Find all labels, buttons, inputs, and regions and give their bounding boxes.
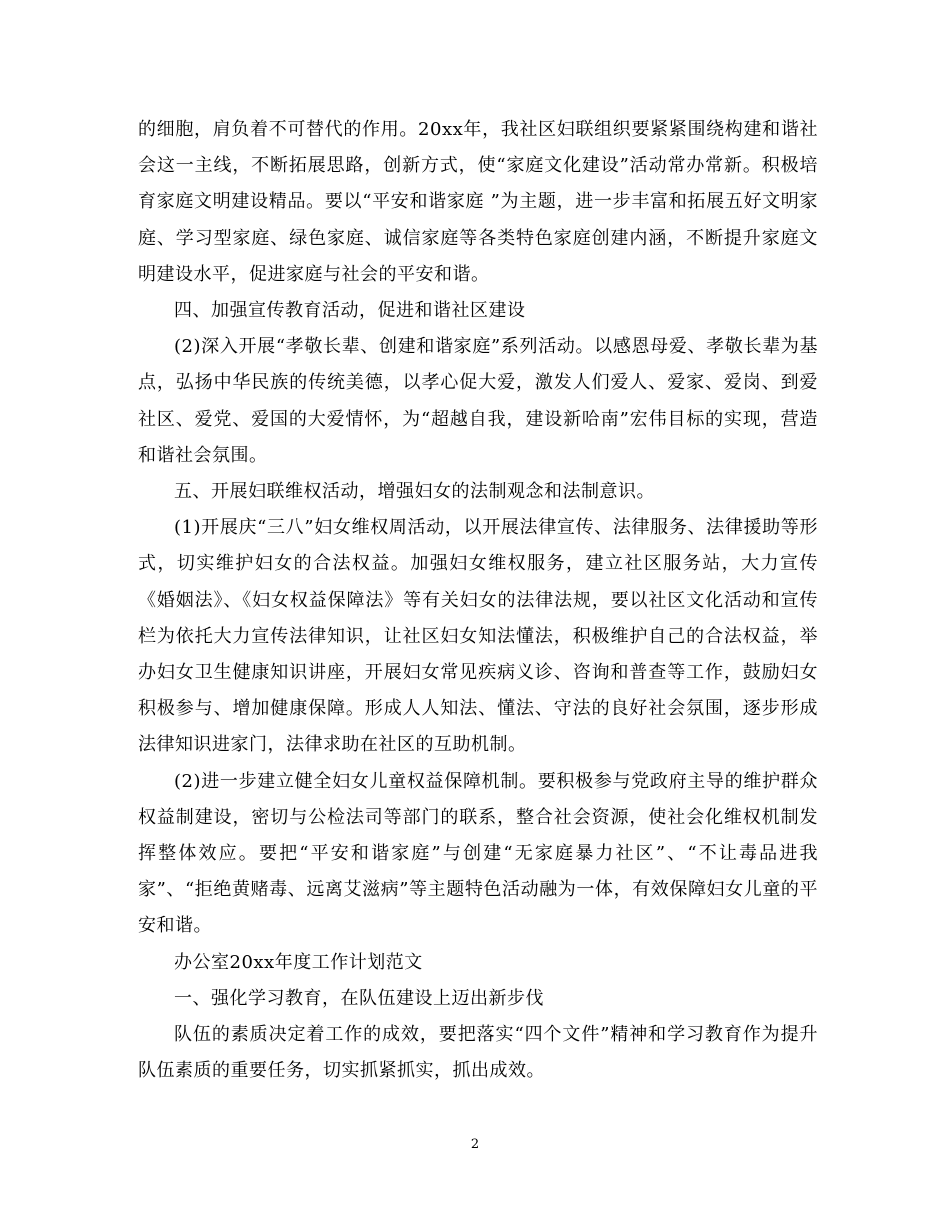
section-heading-one: 一、强化学习教育，在队伍建设上迈出新步伐 xyxy=(174,987,544,1009)
section-heading-four: 四、加强宣传教育活动，促进和谐社区建设 xyxy=(174,300,526,322)
paragraph-rights-week: (1)开展庆“三八”妇女维权周活动，以开展法律宣传、法律服务、法律援助等形式，切实维护妇女的合法权益。加强妇女维权服务，建立社区服务站，大力宣传《婚姻法》、《妇女权益保障法》等有关妇女的法律法规，要以社区文化活动和宣传栏为依托大力宣传法律知识，让社区妇女知法懂法，积极维护自己的合法权益，举办妇女卫生健康知识讲座，开展妇女常见疾病义诊、咨询和普查等工作，鼓励妇女积极参与、增加健康保障。形成人人知法、懂法、守法的良好社会氛围，逐步形成法律知识进家门，法律求助在社区的互助机制。 xyxy=(138,517,818,756)
paragraph-team-quality: 队伍的素质决定着工作的成效，要把落实“四个文件”精神和学习教育作为提升队伍素质的重要任务，切实抓紧抓实，抓出成效。 xyxy=(138,1024,818,1082)
document-subtitle: 办公室20xx年度工作计划范文 xyxy=(174,951,423,973)
page-number: 2 xyxy=(470,1137,480,1152)
paragraph-filial-activity: (2)深入开展“孝敬长辈、创建和谐家庭”系列活动。以感恩母爱、孝敬长辈为基点，弘扬中华民族的传统美德，以孝心促大爱，激发人们爱人、爱家、爱岗、到爱社区、爱党、爱国的大爱情怀，为“超越自我，建设新哈南”宏伟目标的实现，营造和谐社会氛围。 xyxy=(138,336,818,466)
document-body xyxy=(138,112,818,1089)
paragraph-continuation: 的细胞，肩负着不可替代的作用。20xx年，我社区妇联组织要紧紧围绕构建和谐社会这一主线，不断拓展思路，创新方式，使“家庭文化建设”活动常办常新。积极培育家庭文明建设精品。要以“平安和谐家庭 ”为主题，进一步丰富和拓展五好文明家庭、学习型家庭、绿色家庭、诚信家庭等各类特色家庭创建内涵，不断提升家庭文明建设水平，促进家庭与社会的平安和谐。 xyxy=(138,119,818,285)
paragraph-rights-mechanism: (2)进一步建立健全妇女儿童权益保障机制。要积极参与党政府主导的维护群众权益制建设，密切与公检法司等部门的联系，整合社会资源，使社会化维权机制发挥整体效应。要把“平安和谐家庭”与创建“无家庭暴力社区”、“不让毒品进我家”、“拒绝黄赌毒、远离艾滋病”等主题特色活动融为一体，有效保障妇女儿童的平安和谐。 xyxy=(138,770,818,937)
section-heading-five: 五、开展妇联维权活动，增强妇女的法制观念和法制意识。 xyxy=(174,481,655,503)
